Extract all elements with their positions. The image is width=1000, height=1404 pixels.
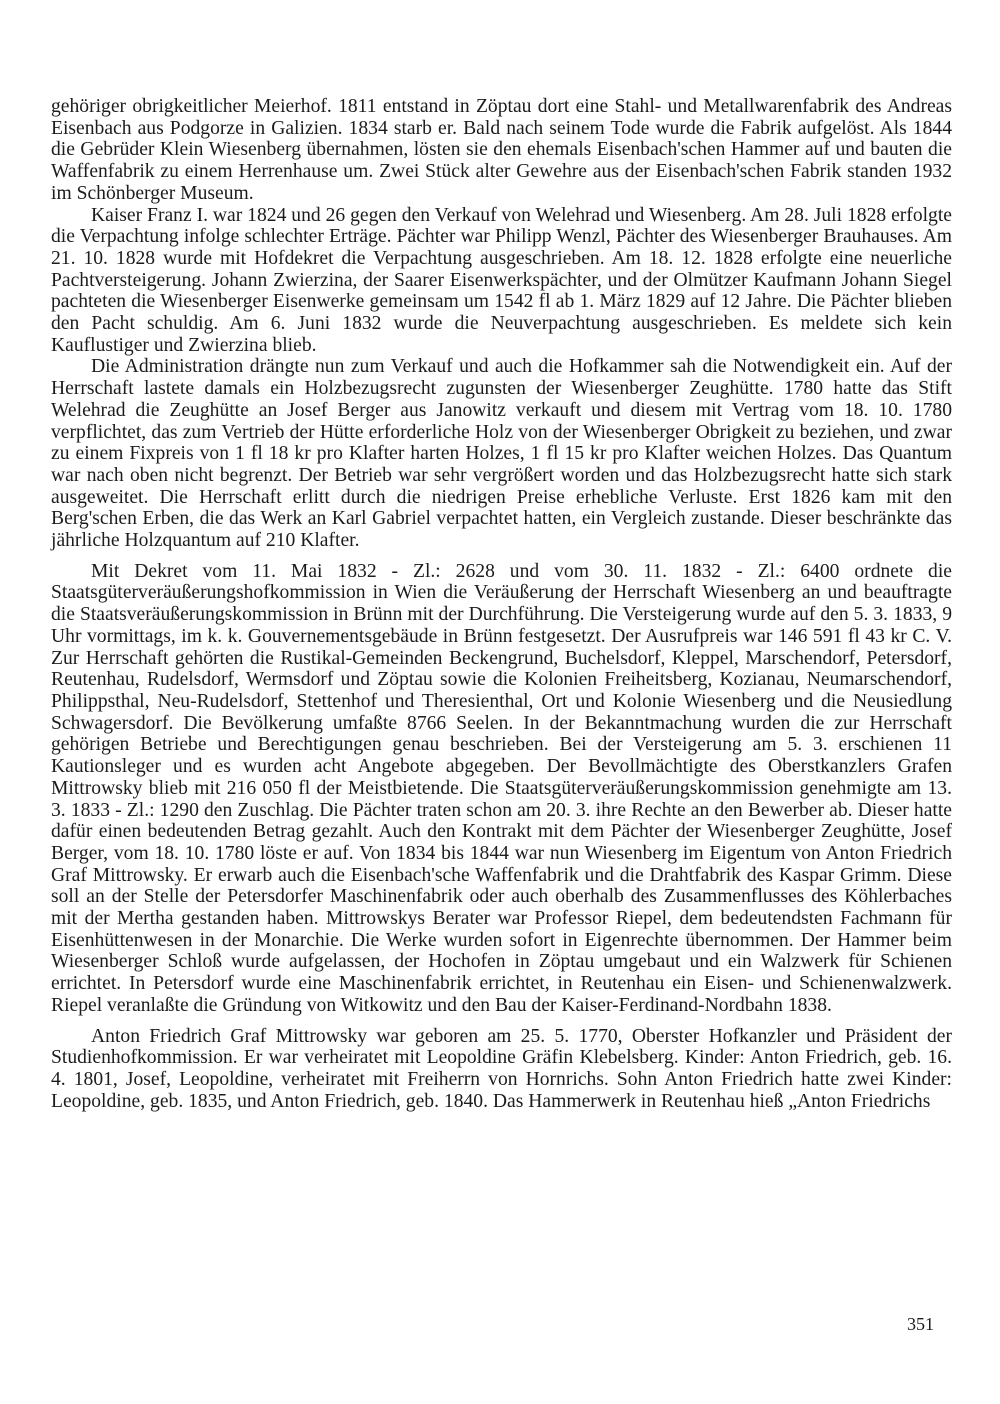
paragraph-continuation: gehöriger obrigkeitlicher Meierhof. 1811 entstand in Zöptau dort eine Stahl- und Metallwarenfabrik des Andreas Eisenbach aus Podgorze in Galizien. 1834 starb er. Bald nach seinem Tode wurde die Fabrik aufgelöst. Als 1844 die Gebrüder Klein Wiesenberg übernahmen, lösten sie den ehemals Eisenbach'schen Hammer auf und bauten die Waffenfabrik zu einem Herrenhause um. Zwei Stück alter Gewehre aus der Eisenbach'schen Fabrik standen 1932 im Schönberger Museum. (51, 96, 952, 204)
paragraph-kaiser-franz: Kaiser Franz I. war 1824 und 26 gegen den Verkauf von Welehrad und Wiesenberg. Am 28. Juli 1828 erfolgte die Verpachtung infolge schlechter Erträge. Pächter war Philipp Wenzl, Pächter des Wiesenberger Brauhauses. Am 21. 10. 1828 wurde mit Hofdekret die Verpachtung ausgeschrieben. Am 18. 12. 1828 erfolgte eine neuerliche Pachtversteigerung. Johann Zwierzina, der Saarer Eisenwerkspächter, und der Olmützer Kaufmann Johann Siegel pachteten die Wiesenberger Eisenwerke gemeinsam um 1542 fl ab 1. März 1829 auf 12 Jahre. Die Pächter blieben den Pacht schuldig. Am 6. Juni 1832 wurde die Neuverpachtung ausgeschrieben. Es meldete sich kein Kauflustiger und Zwierzina blieb. (51, 204, 952, 356)
paragraph-mittrowsky: Anton Friedrich Graf Mittrowsky war geboren am 25. 5. 1770, Oberster Hofkanzler und Präsident der Studienhofkommission. Er war verheiratet mit Leopoldine Gräfin Klebelsberg. Kinder: Anton Friedrich, geb. 16. 4. 1801, Josef, Leopoldine, verheiratet mit Freiherrn von Hornrichs. Sohn Anton Friedrich hatte zwei Kinder: Leopoldine, geb. 1835, und Anton Friedrich, geb. 1840. Das Hammerwerk in Reutenhau hieß „Anton Friedrichs (51, 1025, 952, 1112)
body-text (51, 96, 952, 1112)
page-number: 351 (907, 1314, 934, 1334)
paragraph-dekret: Mit Dekret vom 11. Mai 1832 - Zl.: 2628 und vom 30. 11. 1832 - Zl.: 6400 ordnete die Staatsgüterveräußerungshofkommission in Wien die Veräußerung der Herrschaft Wiesenberg an und beauftragte die Staatsveräußerungskommission in Brünn mit der Durchführung. Die Versteigerung wurde auf den 5. 3. 1833, 9 Uhr vormittags, im k. k. Gouvernementsgebäude in Brünn festgesetzt. Der Ausrufpreis war 146 591 fl 43 kr C. V. Zur Herrschaft gehörten die Rustikal-Gemeinden Beckengrund, Buchelsdorf, Kleppel, Marschendorf, Petersdorf, Reutenhau, Rudelsdorf, Wermsdorf und Zöptau sowie die Kolonien Freiheitsberg, Kozianau, Neumarschendorf, Philippsthal, Neu-Rudelsdorf, Stettenhof und Theresienthal, Ort und Kolonie Wiesenberg und die Neusiedlung Schwagersdorf. Die Bevölkerung umfaßte 8766 Seelen. In der Bekanntmachung wurden die zur Herrschaft gehörigen Betriebe und Berechtigungen genau beschrieben. Bei der Versteigerung am 5. 3. erschienen 11 Kautionsleger und es wurden acht Angebote abgegeben. Der Bevollmächtigte des Oberstkanzlers Grafen Mittrowsky blieb mit 216 050 fl der Meistbietende. Die Staatsgüterveräußerungskommission genehmigte am 13. 3. 1833 - Zl.: 1290 den Zuschlag. Die Pächter traten schon am 20. 3. ihre Rechte an den Bewerber ab. Dieser hatte dafür einen bedeutenden Betrag gezahlt. Auch den Kontrakt mit dem Pächter der Wiesenberger Zeughütte, Josef Berger, vom 18. 10. 1780 löste er auf. Von 1834 bis 1844 war nun Wiesenberg im Eigentum von Anton Friedrich Graf Mittrowsky. Er erwarb auch die Eisenbach'sche Waffenfabrik und die Drahtfabrik des Kaspar Grimm. Diese soll an der Stelle der Petersdorfer Maschinenfabrik oder auch oberhalb des Zusammenflusses des Köhlerbaches mit der Mertha gestanden haben. Mittrowskys Berater war Professor Riepel, dem bedeutendsten Fachmann für Eisenhüttenwesen in der Monarchie. Die Werke wurden sofort in Eigenrechte übernommen. Der Hammer beim Wiesenberger Schloß wurde aufgelassen, der Hochofen in Zöptau umgebaut und ein Walzwerk für Schienen errichtet. In Petersdorf wurde eine Maschinenfabrik errichtet, in Reutenhau ein Eisen- und Schienenwalzwerk. Riepel veranlaßte die Gründung von Witkowitz und den Bau der Kaiser-Ferdinand-Nordbahn 1838. (51, 560, 952, 1016)
paragraph-administration: Die Administration drängte nun zum Verkauf und auch die Hofkammer sah die Notwendigkeit ein. Auf der Herrschaft lastete damals ein Holzbezugsrecht zugunsten der Wiesenberger Zeughütte. 1780 hatte das Stift Welehrad die Zeughütte an Josef Berger aus Janowitz verkauft und diesem mit Vertrag vom 18. 10. 1780 verpflichtet, das zum Vertrieb der Hütte erforderliche Holz von der Wiesenberger Obrigkeit zu beziehen, und zwar zu einem Fixpreis von 1 fl 18 kr pro Klafter harten Holzes, 1 fl 15 kr pro Klafter weichen Holzes. Das Quantum war nach oben nicht begrenzt. Der Betrieb war sehr vergrößert worden und das Holzbezugsrecht hatte sich stark ausgeweitet. Die Herrschaft erlitt durch die niedrigen Preise erhebliche Verluste. Erst 1826 kam mit den Berg'schen Erben, die das Werk an Karl Gabriel verpachtet hatten, ein Vergleich zustande. Dieser beschränkte das jährliche Holzquantum auf 210 Klafter. (51, 356, 952, 552)
